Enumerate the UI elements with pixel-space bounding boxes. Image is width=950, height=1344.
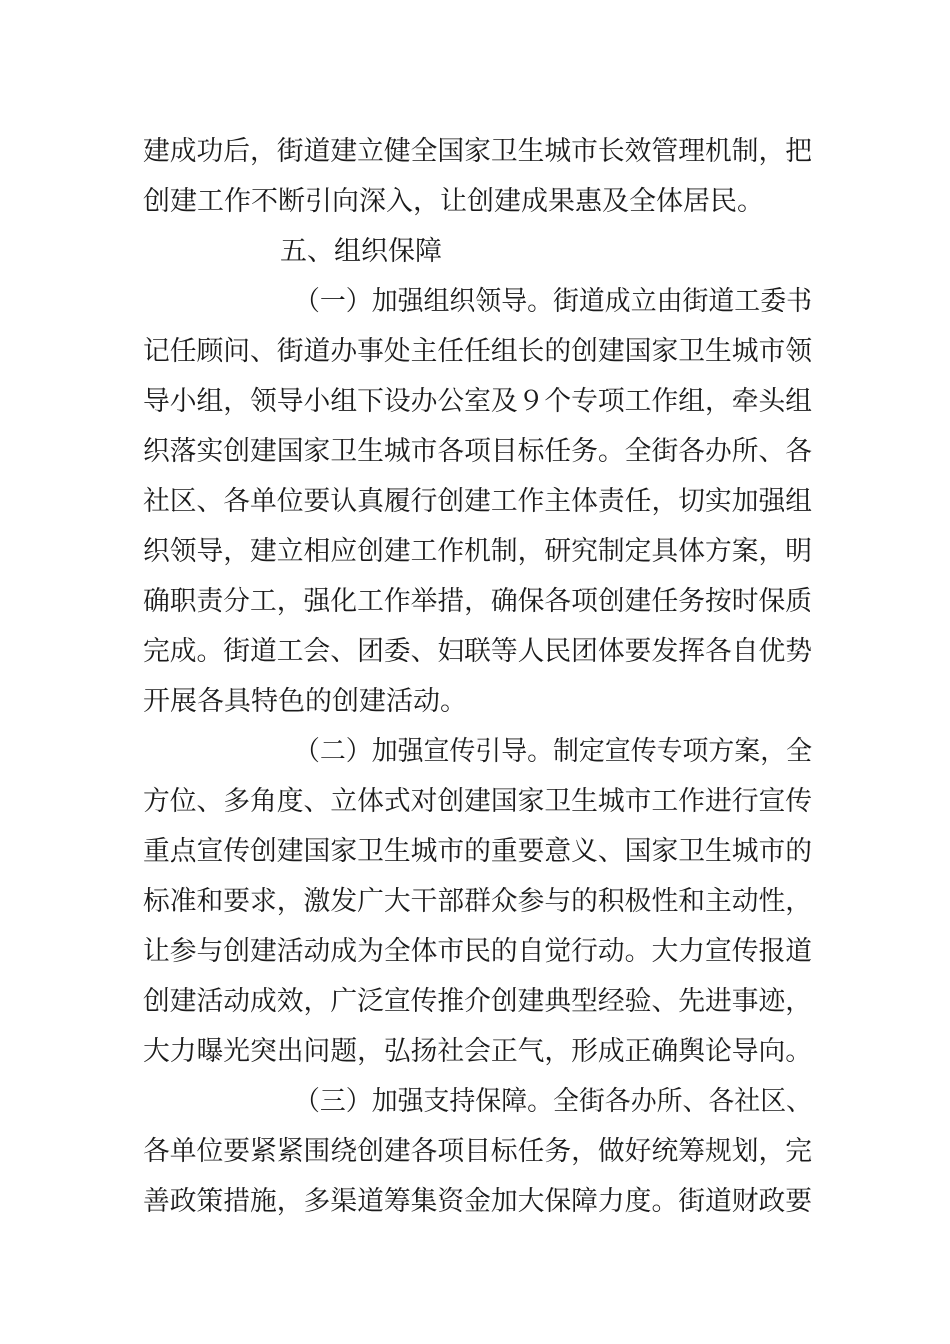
text-line: 织落实创建国家卫生城市各项目标任务。全街各办所、各 [143, 436, 812, 467]
text-line: 重点宣传创建国家卫生城市的重要意义、国家卫生城市的 [143, 836, 812, 867]
text-line: 建成功后，街道建立健全国家卫生城市长效管理机制，把 [143, 136, 812, 167]
text-line: 社区、各单位要认真履行创建工作主体责任，切实加强组 [143, 486, 812, 517]
text-line: 大力曝光突出问题，弘扬社会正气，形成正确舆论导向。 [143, 1036, 812, 1067]
text-line: 导小组，领导小组下设办公室及９个专项工作组，牵头组 [143, 386, 812, 417]
subsection-heading-line: （三）加强支持保障。全街各办所、各社区、 [294, 1086, 812, 1117]
section-heading: 五、组织保障 [280, 236, 442, 267]
text-line: 创建活动成效，广泛宣传推介创建典型经验、先进事迹， [143, 986, 812, 1017]
text-line: 方位、多角度、立体式对创建国家卫生城市工作进行宣传 [143, 786, 812, 817]
subsection-heading-line: （二）加强宣传引导。制定宣传专项方案，全 [294, 736, 812, 767]
text-line: 各单位要紧紧围绕创建各项目标任务，做好统筹规划，完 [143, 1136, 812, 1167]
text-line: 让参与创建活动成为全体市民的自觉行动。大力宣传报道 [143, 936, 812, 967]
text-line: 确职责分工，强化工作举措，确保各项创建任务按时保质 [143, 586, 812, 617]
text-line: 创建工作不断引向深入，让创建成果惠及全体居民。 [143, 186, 764, 217]
text-line: 开展各具特色的创建活动。 [143, 686, 467, 717]
text-line: 标准和要求，激发广大干部群众参与的积极性和主动性， [143, 886, 812, 917]
text-line: 记任顾问、街道办事处主任任组长的创建国家卫生城市领 [143, 336, 812, 367]
text-line: 织领导，建立相应创建工作机制，研究制定具体方案，明 [143, 536, 812, 567]
subsection-heading-line: （一）加强组织领导。街道成立由街道工委书 [294, 286, 812, 317]
text-line: 善政策措施，多渠道筹集资金加大保障力度。街道财政要 [143, 1186, 812, 1217]
text-line: 完成。街道工会、团委、妇联等人民团体要发挥各自优势 [143, 636, 812, 667]
